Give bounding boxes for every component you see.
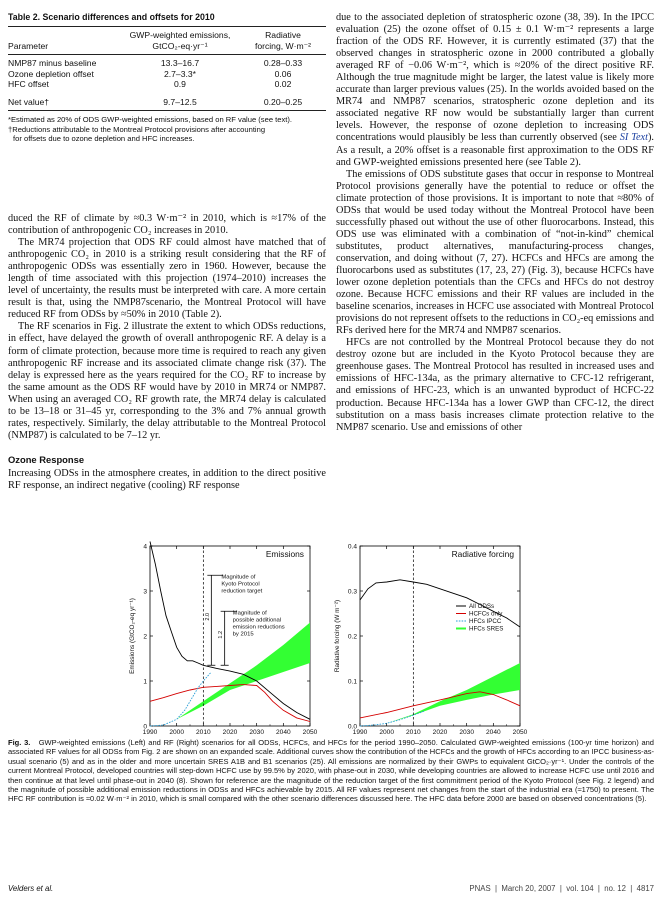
legend-label: HFCs SRES (469, 625, 504, 633)
table-row (8, 97, 326, 108)
x-tick-label: 2040 (275, 729, 291, 734)
table-cell-rf: 0.06 (274, 68, 292, 79)
table-cell-rf: 0.02 (274, 79, 292, 89)
footer-journal-info: PNAS | March 20, 2007 | vol. 104 | no. 12 | 4817 (469, 884, 654, 893)
x-tick-label: 2010 (405, 729, 421, 734)
table-cell-gwp: 13.3–16.7 (160, 58, 200, 68)
additional-reduction-annotation: Magnitude of (232, 610, 267, 617)
table-row (8, 79, 326, 90)
table-cell-gwp: 9.7–12.5 (163, 96, 197, 107)
series-line-hcfcs-only (150, 685, 310, 722)
section-heading: Ozone Response (8, 453, 85, 465)
paragraph: due to the associated depletion of stratospheric ozone (38, 39). In the IPCC evaluation (25) the ozone offset of 0.15 ± 0.1 W·m⁻² represents a large fraction of the ODS RF. However, it is currently estimated (37) that the observed changes in stratospheric ozone in 2000 contributed a globally averaged RF of −0.06 W·m⁻², which is ≈20% of the direct positive RF. Although the true magnitude might be larger, the latest value is likely more accurate than larger previous values (25). In the worlds avoided based on the MR74 and NMP87 scenarios, stratospheric ozone depletion and its associated negative RF now would be substantially larger than current levels. However, the response of ozone depletion to increasing ODS concentrations would plausibly be less than currently observed (see SI Text). As a result, a 20% offset is a reasonable first approximation to the ODS RF and GWP-weighted emissions presented here (see Table 2). (336, 12, 655, 168)
footer-authors: Velders et al. (8, 884, 54, 893)
kyoto-annotation: Magnitude of (221, 574, 256, 581)
table-footnote-2: †Reductions attributable to the Montreal Protocol provisions after accounting for offsets due to ozone depletion and HFC increases. (8, 124, 266, 143)
y-tick-label: 3 (143, 588, 147, 596)
paragraph: duced the RF of climate by ≈0.3 W·m⁻² in 2010, which is ≈17% of the contribution of anthropogenic CO₂ increases in 2010. (8, 213, 326, 237)
paragraph: HFCs are not controlled by the Montreal Protocol because they do not destroy ozone but are included in the Kyoto Protocol because they are greenhouse gases. The Montreal Protocol has resulted in increased uses and emissions of HFC-134a, as the primary alternative to CFC-12 refrigerant, and emissions of HFC-23, which is an unwanted byproduct of HCFC-22 production. Because HFC-134a has a lower GWP than CFC-12, the direct substitution on a mass basis increases climate protection relative to the NMP87 scenario. Use and emissions of other (336, 337, 654, 433)
series-line-all-odss (150, 542, 310, 720)
legend-label: All ODSs (469, 603, 495, 610)
table-cell-gwp: 2.7–3.3* (163, 68, 197, 79)
x-tick-label: 2040 (485, 729, 501, 734)
table-row (8, 58, 326, 69)
table-header-param: Parameter (8, 40, 49, 51)
paragraph: The emissions of ODS substitute gases that occur in response to Montreal Protocol provisions generally have the potential to reduce or offset the climate protection of those provisions. It is important to note that ≈80% of ODSs that would be used today without the Montreal Protocol have been successfully phased out without the use of other fluorocarbons. Instead, this ODS use was eliminated with a combination of “not-in-kind” chemical substitutes, product alternatives, manufacturing-process changes, conservation, and doing without (7, 27). HCFCs and HFCs are among the fluorocarbons used as substitutes (17, 23, 27) (Fig. 3), because HCFCs have lower ozone depletion potentials than the CFCs and HFCs do not destroy ozone. Because HCFC emissions and their RF values are included in the baseline scenarios, increases in HCFC use associated with Montreal Protocol provisions do not represent offsets to the reductions in CO₂-eq emissions and RFs derived here for the MR74 and NMP87 scenarios. (336, 168, 654, 337)
x-tick-label: 2030 (459, 729, 475, 734)
kyoto-bar-value: 2.0 (204, 612, 211, 621)
table-cell-gwp: 0.9 (174, 79, 186, 89)
x-tick-label: 2010 (195, 729, 211, 734)
table-cell-rf: 0.20–0.25 (263, 96, 303, 107)
x-tick-label: 2050 (302, 729, 318, 734)
y-tick-label: 4 (143, 543, 147, 551)
x-tick-label: 1990 (142, 729, 158, 734)
right-column (336, 12, 654, 434)
panel-title: Emissions (265, 549, 304, 559)
additional-reduction-annotation: emission reductions (232, 624, 285, 631)
figure-label: Fig. 3. (8, 738, 31, 747)
emissions-panel (150, 542, 310, 727)
table-footnote-1: *Estimated as 20% of ODS GWP-weighted emissions, based on RF value (see text). (8, 115, 293, 124)
rf-plot-frame (360, 546, 520, 726)
left-column (8, 213, 326, 492)
y-axis-label: Emissions (GtCO₂-eq yr⁻¹) (129, 598, 136, 674)
x-tick-label: 2020 (432, 729, 448, 734)
x-tick-label: 1990 (352, 729, 368, 734)
paragraph: The RF scenarios in Fig. 2 illustrate the extent to which ODSs reductions, in effect, have delayed the growth of overall anthropogenic RF. A delay is a form of climate protection, because more time is required to reach any given anthropogenic RF increase and its associated climate change risk (37). The delay is expressed here as the years required for the CO₂ RF to increase by the same amount as the ODS RF would have by 2010 in MR74 or NMP87. When using an averaged CO₂ RF growth rate, the MR74 delay is calculated to be 13–18 or 31–45 yr, corresponding to the 3% and 7% annual growth rates, respectively. Similarly, the delay attributable to the Montreal Protocol (NMP87) is calculated to be 7–12 yr. (8, 321, 326, 441)
legend-label: HCFCs only (469, 610, 503, 618)
table-header-row (8, 30, 326, 51)
figure-caption (8, 738, 654, 804)
table-row (8, 69, 326, 80)
table-cell-param: NMP87 minus baseline (8, 58, 97, 68)
additional-reduction-annotation: by 2015 (232, 631, 254, 638)
table-2 (8, 12, 326, 144)
table-title: Table 2. Scenario differences and offsets for 2010 (8, 12, 215, 22)
caption-text: GWP-weighted emissions (Left) and RF (Right) scenarios for all ODSs, HCFCs, and HFCs for the period 1990–2050. Calculated GWP-weighted emissions (100-yr time horizon) and associated RF values for all ODSs from Fig. 2 are shown on an expanded scale. Additional curves show the contribution of the HCFCs and the growth of HFCs according to an IPCC business-as-usual scenario (5) and as in the older and more uncertain SRES A1B and B1 scenarios (25). All emissions are normalized by their GWPs to equivalent GtCO₂·yr⁻¹. Under the controls of the current Montreal Protocol, developed countries will step-down HCFC use by 99.5% by 2020, with phase-out in 2030, while developing countries are allowed to increase HCFC use until 2016 and then continue at that level until phase-out in 2040 (8). Shown for reference are the magnitude of the reduction target of the first commitment period of the Kyoto Protocol (see Fig. 2 legend) and the magnitude of possible additional emission reductions in ODSs and HFCs achievable by 2015. All RF values represent net changes from the start of the industrial era (≈1750) to present. The HFC RF contribution is ≈0.02 W·m⁻² in 2010, which is small compared with the other scenario differences discussed here. The HFC data before 2000 are based on observed concentrations (5). (8, 738, 654, 804)
paragraph: Increasing ODSs in the atmosphere creates, in addition to the direct positive RF response, an indirect negative (cooling) RF response (8, 467, 326, 491)
legend-label: HFCs IPCC (469, 618, 502, 625)
y-tick-label: 2 (143, 633, 147, 641)
x-tick-label: 2000 (169, 729, 185, 734)
y-axis-label: Radiative forcing (W m⁻²) (334, 599, 341, 673)
y-tick-label: 0.0 (347, 723, 357, 731)
y-tick-label: 0.4 (347, 543, 357, 551)
x-tick-label: 2050 (512, 729, 528, 734)
table-header-rf: Radiative forcing, W·m⁻² (254, 30, 312, 51)
x-tick-label: 2020 (222, 729, 238, 734)
table-cell-rf: 0.28–0.33 (263, 58, 303, 68)
y-tick-label: 0.3 (347, 588, 357, 596)
kyoto-annotation: reduction target (221, 588, 263, 595)
si-text-link[interactable]: SI Text (619, 132, 648, 144)
series-line-hfcs-ipcc (360, 711, 424, 726)
table-cell-param: Net value† (8, 96, 50, 107)
series-band-hfcs-sres (387, 663, 520, 723)
paragraph: The MR74 projection that ODS RF could almost have matched that of anthropogenic CO₂ in 2010 is a striking result considering that the RF of anthropogenic ODSs was essentially zero in 1960. However, because the length of time associated with this projection (1974–2010) increases the level of uncertainty, the results must be interpreted with care. A more certain result is that, using the NMP87scenario, the Montreal Protocol will have reduced RF from ODSs by ≈50% in 2010 (Table 2). (8, 237, 326, 321)
table-cell-param: Ozone depletion offset (8, 68, 94, 79)
panel-title: Radiative forcing (451, 549, 514, 559)
additional-reduction-annotation: possible additional (232, 617, 282, 624)
additional-bar-value: 1.2 (218, 630, 225, 639)
x-tick-label: 2000 (379, 729, 395, 734)
x-tick-label: 2030 (249, 729, 265, 734)
figure-3 (120, 538, 540, 734)
emissions-plot-frame (150, 546, 310, 726)
y-tick-label: 1 (143, 678, 147, 686)
table-cell-param: HFC offset (8, 79, 49, 89)
kyoto-annotation: Kyoto Protocol (221, 581, 260, 588)
y-tick-label: 0 (143, 723, 147, 731)
table-header-gwp: GWP-weighted emissions, GtCO₂-eq·yr⁻¹ (129, 30, 231, 51)
y-tick-label: 0.1 (347, 678, 357, 686)
rf-panel (360, 546, 520, 726)
y-tick-label: 0.2 (347, 633, 357, 641)
